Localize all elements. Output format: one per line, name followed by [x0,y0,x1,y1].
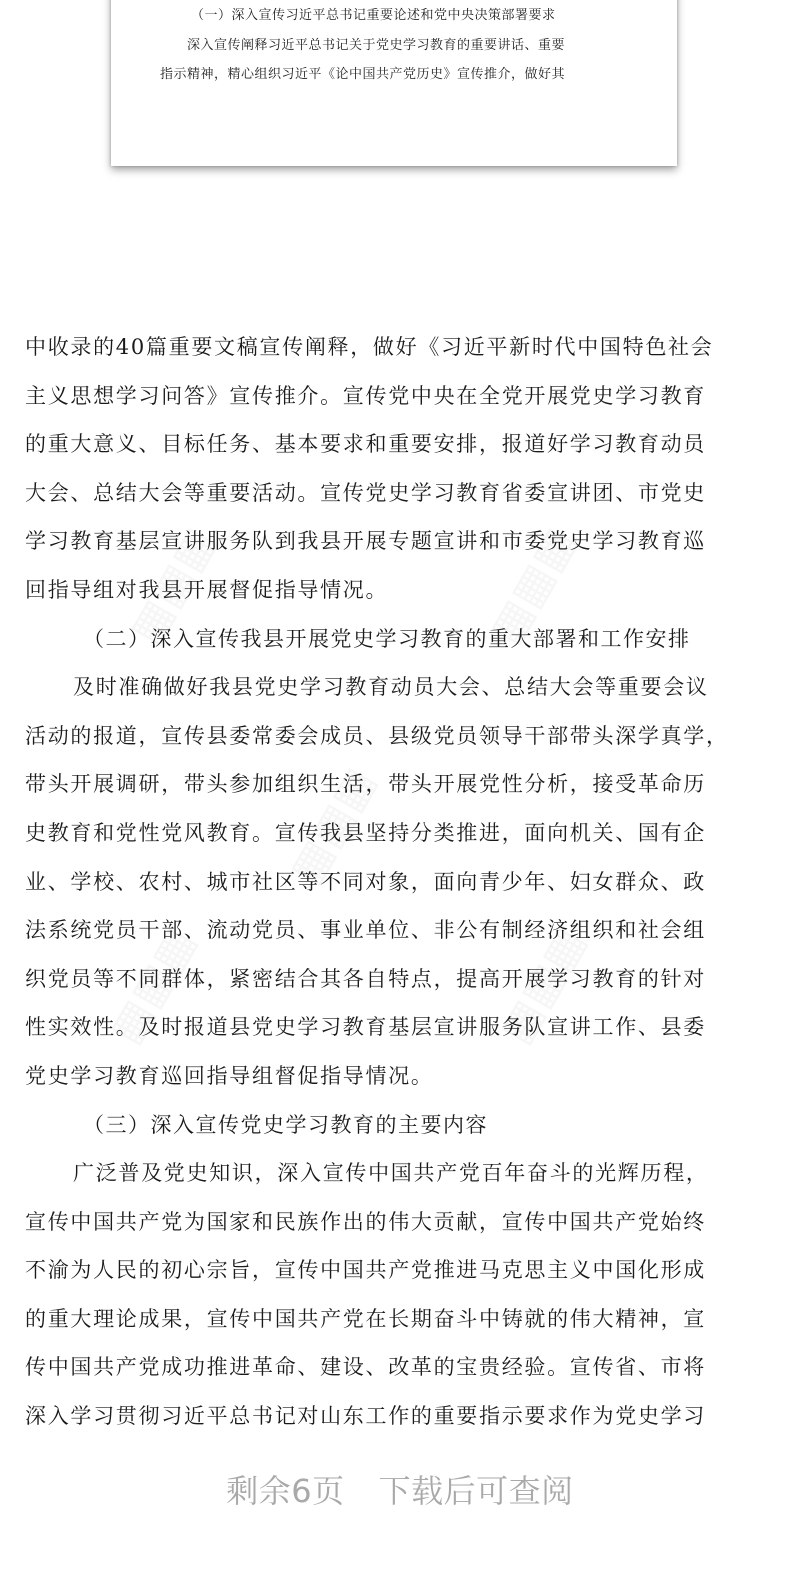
section-heading-2: （二）深入宣传我县开展党史学习教育的重大部署和工作安排 [83,626,691,651]
section-heading-3: （三）深入宣传党史学习教育的主要内容 [83,1112,488,1137]
body-line: 法系统党员干部、流动党员、事业单位、非公有制经济组织和社会组 [25,918,706,943]
preview-heading: （一）深入宣传习近平总书记重要论述和党中央决策部署要求 [191,8,556,23]
body-line: 回指导组对我县开展督促指导情况。 [25,577,389,602]
document-body [25,323,777,1441]
body-line: 的重大意义、目标任务、基本要求和重要安排，报道好学习教育动员 [25,432,706,457]
body-line: 业、学校、农村、城市社区等不同对象，面向青少年、妇女群众、政 [25,869,706,894]
body-line: 活动的报道，宣传县委常委会成员、县级党员领导干部带头深学真学， [25,723,729,748]
preview-line: 深入宣传阐释习近平总书记关于党史学习教育的重要讲话、重要 [187,38,566,53]
body-line: 中收录的40篇重要文稿宣传阐释，做好《习近平新时代中国特色社会 [25,335,714,359]
preview-line: 指示精神，精心组织习近平《论中国共产党历史》宣传推介，做好其 [160,67,566,82]
page-preview-card [111,0,677,166]
body-line: 史教育和党性党风教育。宣传我县坚持分类推进，面向机关、国有企 [25,820,706,845]
download-to-view-label: 下载后可查阅 [378,1472,574,1510]
body-line: 广泛普及党史知识，深入宣传中国共产党百年奋斗的光辉历程， [73,1161,709,1186]
body-line: 深入学习贯彻习近平总书记对山东工作的重要指示要求作为党史学习 [25,1404,706,1429]
body-line: 主义思想学习问答》宣传推介。宣传党中央在全党开展党史学习教育 [25,383,706,408]
body-line: 及时准确做好我县党史学习教育动员大会、总结大会等重要会议 [73,675,709,700]
body-line: 传中国共产党成功推进革命、建设、改革的宝贵经验。宣传省、市将 [25,1355,706,1380]
body-line: 党史学习教育巡回指导组督促指导情况。 [25,1063,434,1088]
body-line: 不渝为人民的初心宗旨，宣传中国共产党推进马克思主义中国化形成 [25,1258,706,1283]
body-line: 织党员等不同群体，紧密结合其各自特点，提高开展学习教育的针对 [25,966,706,991]
body-line: 的重大理论成果，宣传中国共产党在长期奋斗中铸就的伟大精神，宣 [25,1306,706,1331]
download-prompt[interactable] [0,1466,800,1512]
remaining-pages-label: 剩余6页 [226,1472,345,1510]
body-line: 宣传中国共产党为国家和民族作出的伟大贡献，宣传中国共产党始终 [25,1209,706,1234]
body-line: 带头开展调研，带头参加组织生活，带头开展党性分析，接受革命历 [25,772,706,797]
body-line: 学习教育基层宣讲服务队到我县开展专题宣讲和市委党史学习教育巡 [25,529,706,554]
body-line: 大会、总结大会等重要活动。宣传党史学习教育省委宣讲团、市党史 [25,480,706,505]
body-line: 性实效性。及时报道县党史学习教育基层宣讲服务队宣讲工作、县委 [25,1015,706,1040]
